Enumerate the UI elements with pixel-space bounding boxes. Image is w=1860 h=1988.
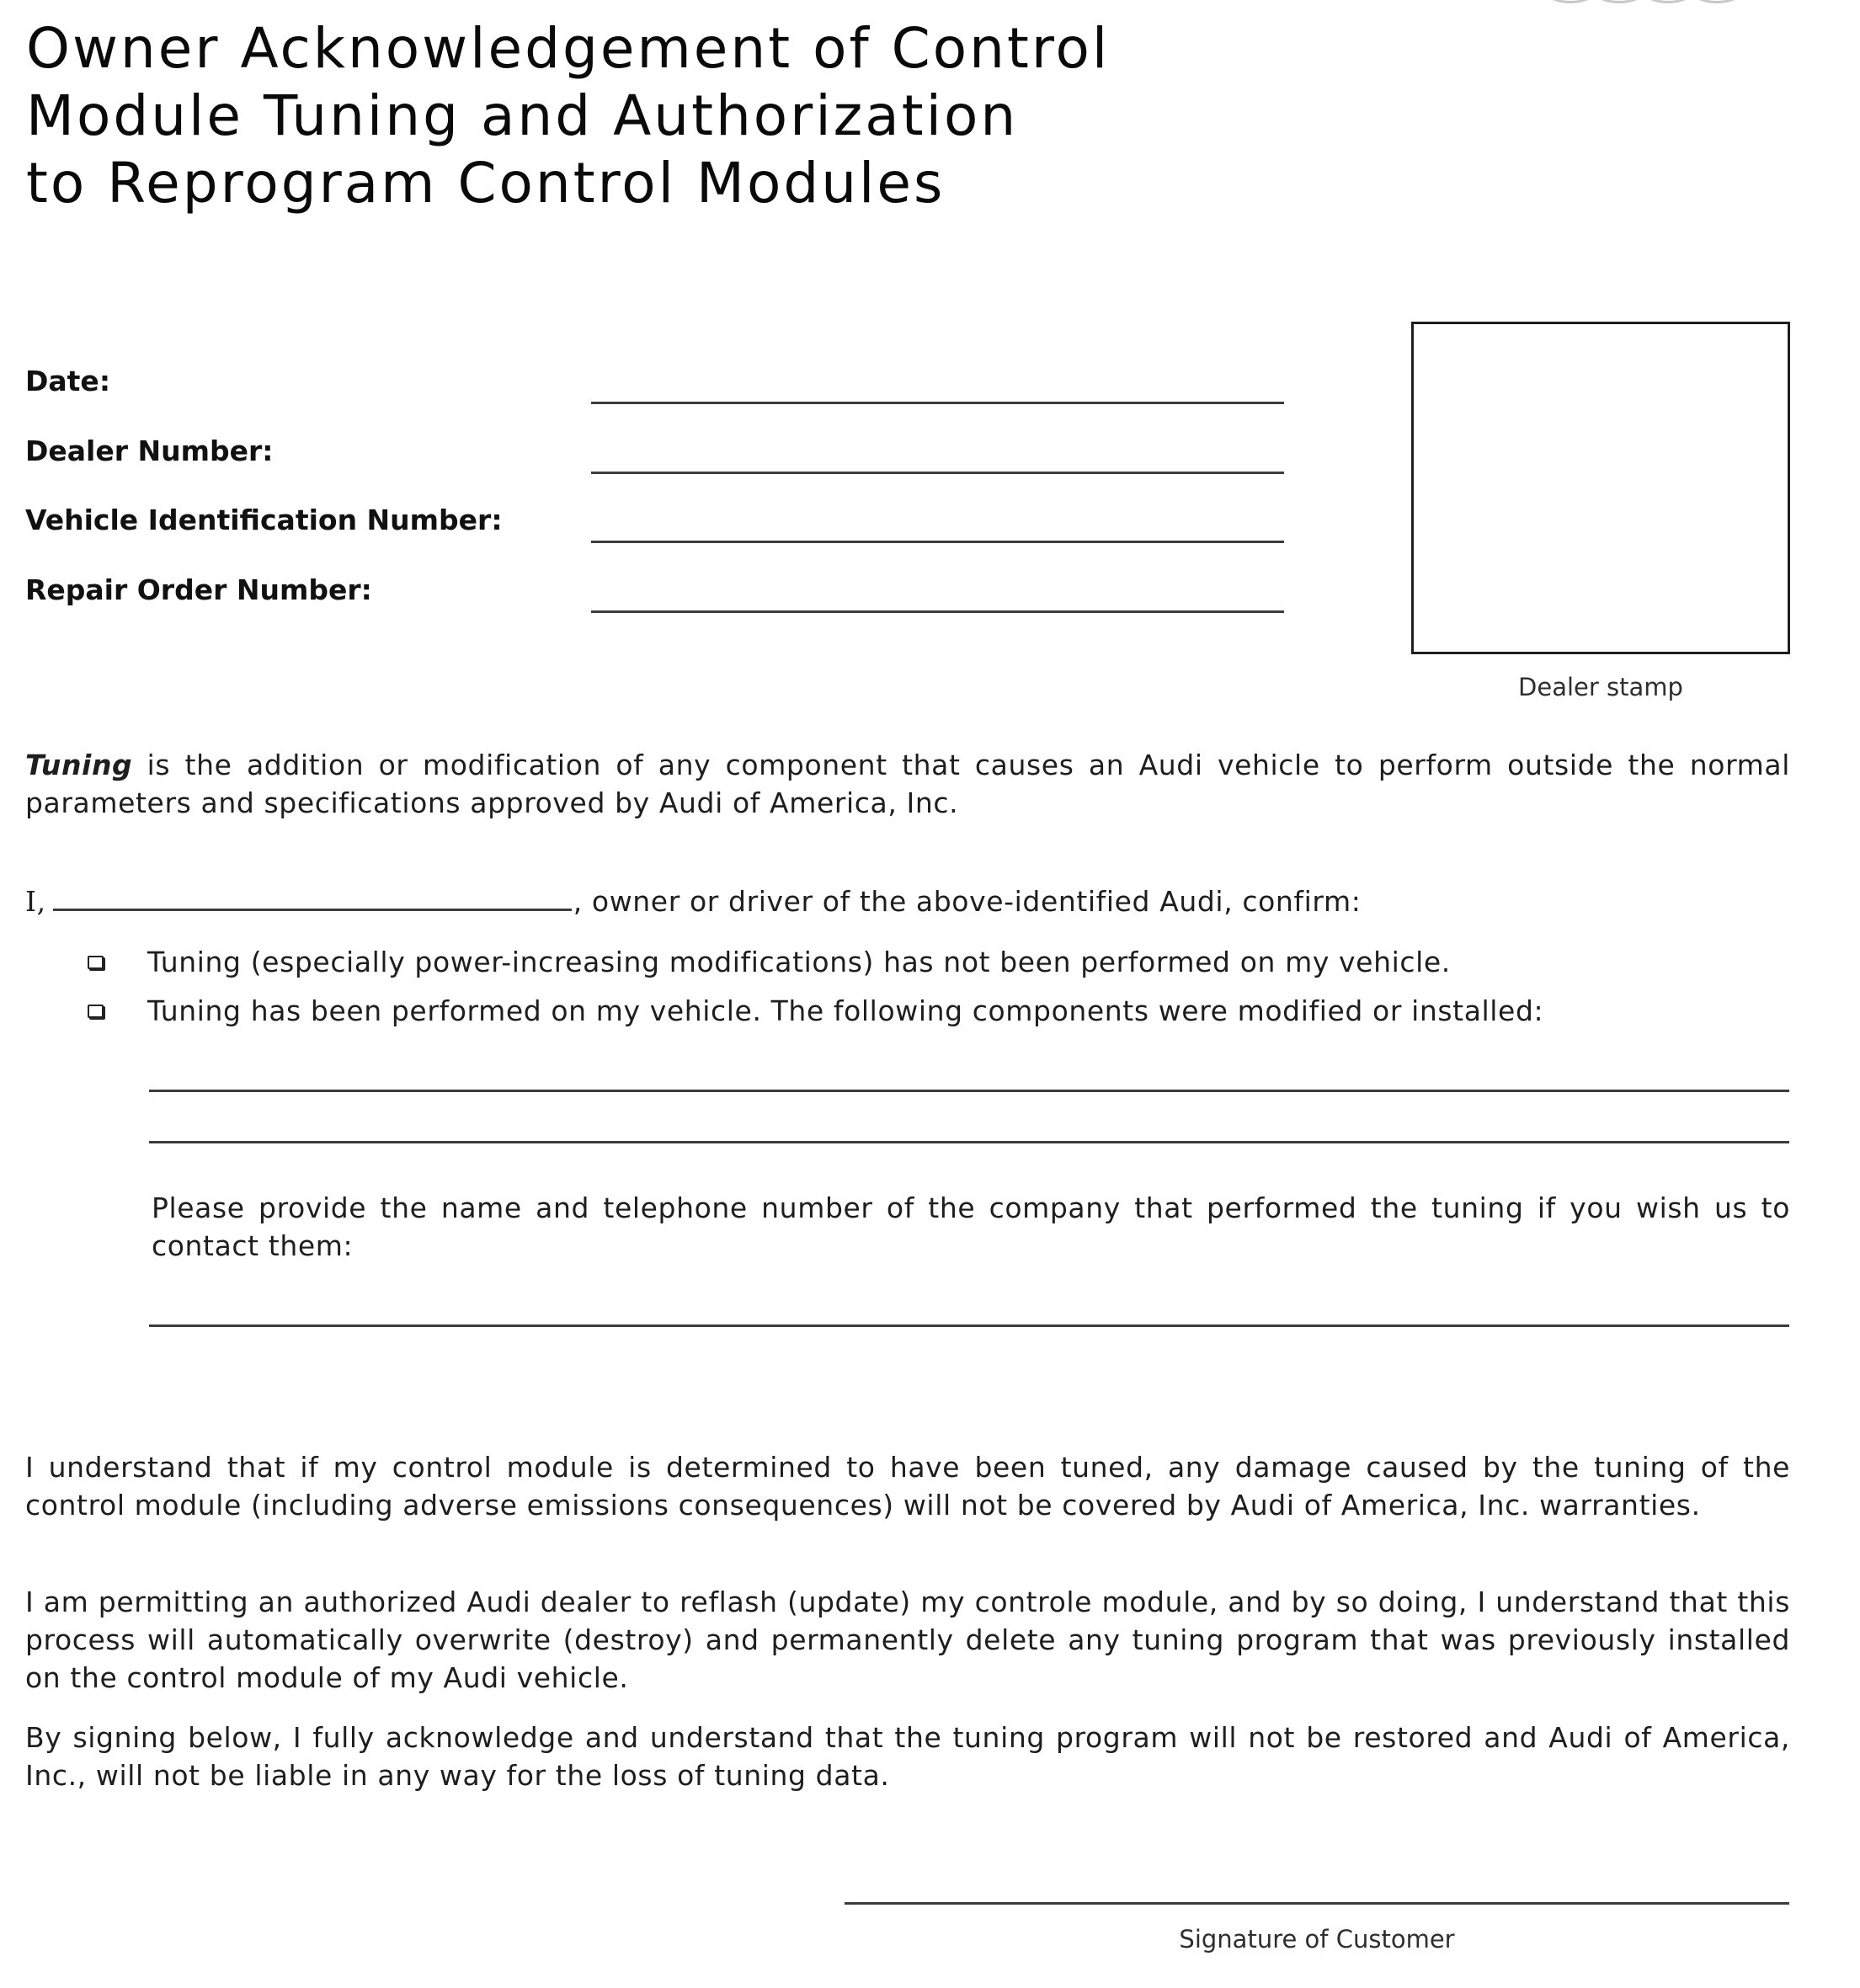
signature-label: Signature of Customer (1179, 1925, 1455, 1953)
statement-warranty: I understand that if my control module is determined to have been tuned, any damage caused by the tuning of the control module (including adverse emissions consequences) will not be covered by Audi of America, Inc. warranties. (25, 1451, 1790, 1522)
tuning-term: Tuning (25, 749, 133, 781)
statement-reflash: I am permitting an authorized Audi dealer to reflash (update) my controle module, and by so doing, I understand that this process will automatically overwrite (destroy) and permanently delete any tuning program that was previously installed on the control module of my Audi vehicle. (25, 1586, 1790, 1694)
page-title (26, 15, 1110, 217)
vin-label: Vehicle Identification Number: (25, 504, 503, 536)
tuned-checkbox[interactable] (88, 1005, 104, 1018)
audi-rings-logo-icon (1538, 0, 1790, 5)
tuning-definition-text: is the addition or modification of any component that causes an Audi vehicle to perform outside the normal parameters and specifications approved by Audi of America, Inc. (25, 749, 1790, 819)
tuned-label: Tuning has been performed on my vehicle. The following components were modified or installed: (147, 994, 1544, 1027)
option-not-tuned (88, 943, 1451, 981)
owner-confirmation-line (25, 882, 1361, 920)
statement-acknowledge: By signing below, I fully acknowledge and understand that the tuning program will not be restored and Audi of America, Inc., will not be liable in any way for the loss of tuning data. (25, 1721, 1790, 1792)
dealer-stamp-label: Dealer stamp (1518, 673, 1683, 701)
not-tuned-checkbox[interactable] (88, 956, 104, 969)
title-line-2: Module Tuning and Authorization (26, 83, 1019, 148)
dealer-stamp-box (1411, 322, 1790, 654)
owner-name-field[interactable] (53, 883, 572, 911)
dealer-number-field[interactable] (591, 472, 1284, 474)
not-tuned-label: Tuning (especially power-increasing modifications) has not been performed on my vehicle. (147, 946, 1451, 978)
owner-suffix: , owner or driver of the above-identified Audi, confirm: (573, 885, 1362, 918)
repair-order-field[interactable] (591, 610, 1284, 613)
dealer-number-label: Dealer Number: (25, 434, 274, 467)
tuning-definition (25, 746, 1790, 822)
owner-prefix: I, (25, 885, 46, 918)
signature-field[interactable] (845, 1902, 1789, 1905)
components-line-1[interactable] (149, 1090, 1789, 1092)
title-line-3: to Reprogram Control Modules (26, 151, 946, 216)
vin-field[interactable] (591, 541, 1284, 543)
title-line-1: Owner Acknowledgement of Control (26, 16, 1111, 81)
repair-order-label: Repair Order Number: (25, 573, 372, 606)
contact-prompt: Please provide the name and telephone number of the company that performed the tuning if you wish us to contact them: (152, 1191, 1790, 1262)
date-label: Date: (25, 365, 111, 397)
components-line-2[interactable] (149, 1141, 1789, 1143)
option-tuned (88, 992, 1543, 1030)
contact-field[interactable] (149, 1324, 1789, 1327)
date-field[interactable] (591, 402, 1284, 404)
